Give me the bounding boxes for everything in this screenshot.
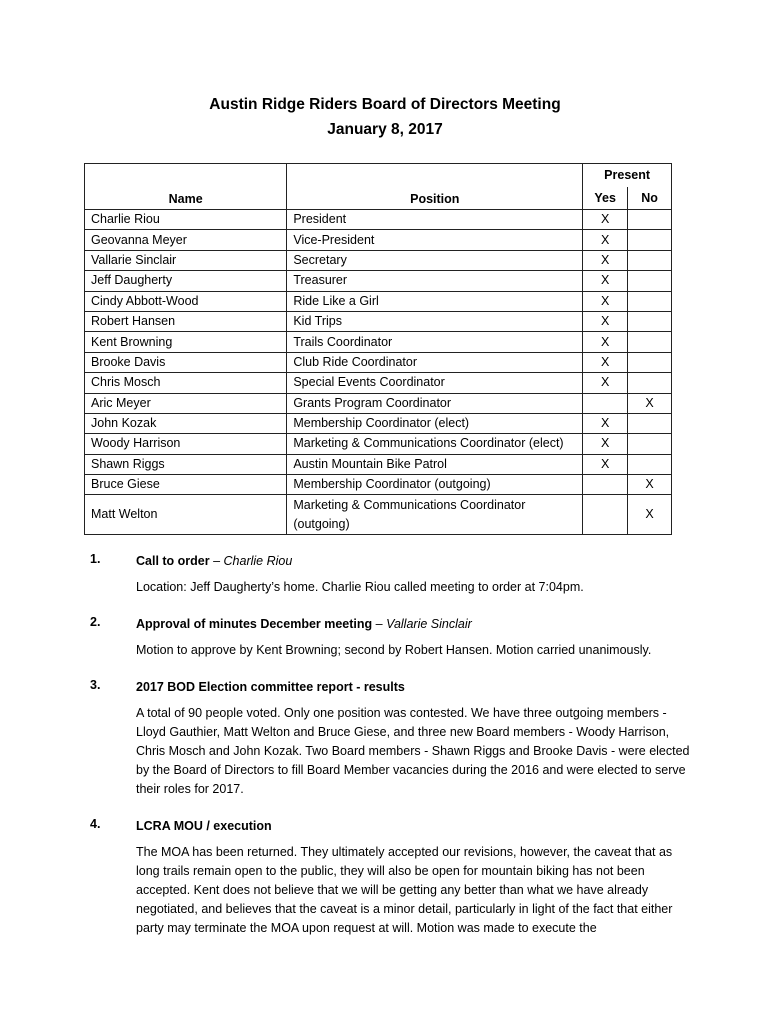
- agenda-item-heading: Call to order: [136, 554, 210, 568]
- table-row: [85, 271, 672, 291]
- present-no-mark: [628, 291, 672, 311]
- present-column-header: Present: [583, 164, 672, 187]
- member-name: Charlie Riou: [85, 210, 287, 230]
- present-yes-mark: X: [583, 373, 628, 393]
- member-position: Treasurer: [287, 271, 583, 291]
- table-row: [85, 352, 672, 372]
- present-yes-mark: [583, 495, 628, 535]
- present-no-mark: X: [628, 495, 672, 535]
- agenda-list: [90, 552, 690, 938]
- meeting-date: January 8, 2017: [327, 121, 443, 138]
- table-row: [85, 230, 672, 250]
- member-position: Austin Mountain Bike Patrol: [287, 454, 583, 474]
- member-position: Grants Program Coordinator: [287, 393, 583, 413]
- agenda-item-text: Motion to approve by Kent Browning; second by Robert Hansen. Motion carried unanimously.: [136, 643, 652, 657]
- no-column-header: No: [628, 187, 672, 210]
- table-row: [85, 250, 672, 270]
- name-column-header: Name: [85, 164, 287, 210]
- agenda-item-text: The MOA has been returned. They ultimately accepted our revisions, however, the caveat that as long trails remain open to the public, they will also be open for mountain biking has not been accepted. Kent does not believe that we will be getting any better than what we have already negotiated, and believes that the caveat is a minor detail, particularly in light of the fact that either party may terminate the MOA upon request at will. Motion was made to execute the: [136, 845, 673, 935]
- member-position: President: [287, 210, 583, 230]
- table-row: [85, 454, 672, 474]
- present-no-mark: [628, 413, 672, 433]
- member-position: Special Events Coordinator: [287, 373, 583, 393]
- member-name: Aric Meyer: [85, 393, 287, 413]
- attendance-table: [84, 163, 672, 535]
- agenda-item: [90, 552, 690, 597]
- agenda-item-heading-line: [136, 615, 690, 633]
- present-yes-mark: X: [583, 434, 628, 454]
- member-position: Club Ride Coordinator: [287, 352, 583, 372]
- member-name: Geovanna Meyer: [85, 230, 287, 250]
- present-no-mark: [628, 311, 672, 331]
- present-no-mark: [628, 352, 672, 372]
- member-name: Brooke Davis: [85, 352, 287, 372]
- member-name: John Kozak: [85, 413, 287, 433]
- member-name: Robert Hansen: [85, 311, 287, 331]
- present-no-mark: [628, 434, 672, 454]
- member-position: Secretary: [287, 250, 583, 270]
- present-yes-mark: X: [583, 210, 628, 230]
- member-position: Marketing & Communications Coordinator (outgoing): [287, 495, 583, 535]
- present-no-mark: [628, 230, 672, 250]
- member-position: Ride Like a Girl: [287, 291, 583, 311]
- member-position: Vice-President: [287, 230, 583, 250]
- present-no-mark: X: [628, 475, 672, 495]
- present-yes-mark: X: [583, 230, 628, 250]
- member-name: Chris Mosch: [85, 373, 287, 393]
- agenda-item-number: 1.: [90, 552, 101, 566]
- member-name: Bruce Giese: [85, 475, 287, 495]
- agenda-item-heading: LCRA MOU / execution: [136, 819, 272, 833]
- heading-dash: –: [372, 617, 387, 631]
- present-yes-mark: X: [583, 291, 628, 311]
- document-title: Austin Ridge Riders Board of Directors Meeting: [209, 96, 561, 113]
- present-yes-mark: [583, 475, 628, 495]
- present-yes-mark: X: [583, 311, 628, 331]
- yes-column-header: Yes: [583, 187, 628, 210]
- member-name: Kent Browning: [85, 332, 287, 352]
- present-yes-mark: X: [583, 454, 628, 474]
- present-no-mark: [628, 250, 672, 270]
- table-row: [85, 291, 672, 311]
- present-no-mark: [628, 373, 672, 393]
- table-row: [85, 311, 672, 331]
- member-name: Cindy Abbott-Wood: [85, 291, 287, 311]
- agenda-item: [90, 678, 690, 799]
- table-row: [85, 332, 672, 352]
- table-row: [85, 434, 672, 454]
- agenda-item-heading: 2017 BOD Election committee report - results: [136, 680, 405, 694]
- member-position: Membership Coordinator (outgoing): [287, 475, 583, 495]
- member-name: Jeff Daugherty: [85, 271, 287, 291]
- present-yes-mark: X: [583, 332, 628, 352]
- member-position: Marketing & Communications Coordinator (elect): [287, 434, 583, 454]
- table-row: [85, 475, 672, 495]
- present-yes-mark: X: [583, 413, 628, 433]
- agenda-item-number: 4.: [90, 817, 101, 831]
- table-row: [85, 210, 672, 230]
- present-no-mark: [628, 271, 672, 291]
- member-position: Kid Trips: [287, 311, 583, 331]
- present-yes-mark: X: [583, 250, 628, 270]
- member-name: Woody Harrison: [85, 434, 287, 454]
- present-no-mark: X: [628, 393, 672, 413]
- agenda-item-presenter: Vallarie Sinclair: [386, 617, 472, 631]
- member-position: Membership Coordinator (elect): [287, 413, 583, 433]
- table-row: [85, 413, 672, 433]
- present-no-mark: [628, 454, 672, 474]
- position-column-header: Position: [287, 164, 583, 210]
- agenda-item-heading-line: [136, 552, 690, 570]
- table-row: [85, 373, 672, 393]
- agenda-item-presenter: Charlie Riou: [223, 554, 293, 568]
- agenda-item-text: Location: Jeff Daugherty’s home. Charlie Riou called meeting to order at 7:04pm.: [136, 580, 584, 594]
- agenda-item-heading: Approval of minutes December meeting: [136, 617, 373, 631]
- table-row: [85, 495, 672, 535]
- member-name: Matt Welton: [85, 495, 287, 535]
- agenda-item-heading-line: [136, 678, 690, 696]
- table-row: [85, 393, 672, 413]
- present-no-mark: [628, 210, 672, 230]
- present-yes-mark: X: [583, 271, 628, 291]
- agenda-item-heading-line: [136, 817, 690, 835]
- present-yes-mark: X: [583, 352, 628, 372]
- member-name: Vallarie Sinclair: [85, 250, 287, 270]
- member-name: Shawn Riggs: [85, 454, 287, 474]
- present-yes-mark: [583, 393, 628, 413]
- agenda-item: [90, 615, 690, 660]
- heading-dash: –: [209, 554, 224, 568]
- agenda-item-number: 2.: [90, 615, 101, 629]
- member-position: Trails Coordinator: [287, 332, 583, 352]
- present-no-mark: [628, 332, 672, 352]
- agenda-item: [90, 817, 690, 938]
- agenda-item-number: 3.: [90, 678, 101, 692]
- agenda-item-text: A total of 90 people voted. Only one position was contested. We have three outgoing members - Lloyd Gauthier, Matt Welton and Bruce Giese, and three new Board members - Woody Harrison, Chris Mosch and John Kozak. Two Board members - Shawn Riggs and Brooke Davis - were elected by the Board of Directors to fill Board Member vacancies during the 2016 and were elected to serve their roles for 2017.: [136, 706, 690, 796]
